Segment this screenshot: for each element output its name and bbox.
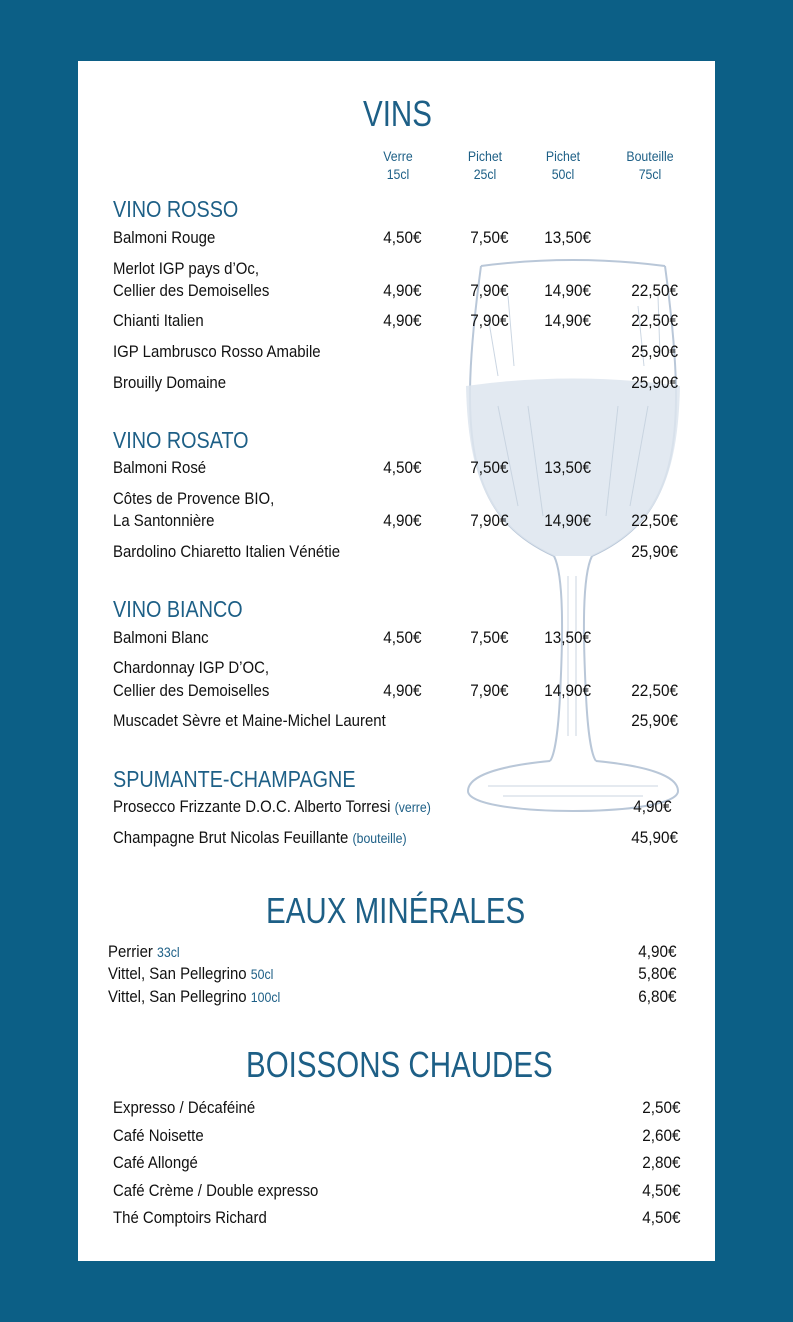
price-verre: 4,90€ [383,281,422,300]
sparkling-item [113,828,407,848]
wine-name: Balmoni Blanc [113,628,209,647]
wine-name: Muscadet Sèvre et Maine-Michel Laurent [113,711,386,730]
wine-name: Chardonnay IGP D’OC, [113,658,270,677]
column-header-line2: 15cl [386,166,410,182]
price-bouteille: 22,50€ [631,681,678,700]
column-header-pichet-25 [459,147,512,183]
price-bouteille: 25,90€ [631,542,678,561]
hot-drink-price: 2,60€ [642,1126,681,1145]
price-pichet-25: 7,50€ [470,628,509,647]
section-title-eaux: EAUX MINÉRALES [266,890,526,931]
hot-drink-name: Expresso / Décaféiné [113,1098,256,1117]
price-pichet-50: 13,50€ [544,228,591,247]
wine-name: Chianti Italien [113,311,204,330]
wine-name: Balmoni Rosé [113,458,207,477]
water-item [108,964,273,984]
wine-name: Bardolino Chiaretto Italien Vénétie [113,542,341,561]
price-verre: 4,90€ [383,681,422,700]
price-bouteille: 25,90€ [631,342,678,361]
column-header-line2: 75cl [638,166,662,182]
sparkling-price: 45,90€ [631,828,678,847]
water-item [108,942,180,962]
menu-card [78,61,715,1261]
price-bouteille: 25,90€ [631,373,678,392]
hot-drink-price: 2,50€ [642,1098,681,1117]
wine-name: Brouilly Domaine [113,373,227,392]
section-spumante-champagne: SPUMANTE-CHAMPAGNE [113,766,356,792]
price-verre: 4,90€ [383,311,422,330]
water-volume: 100cl [250,989,281,1005]
hot-drink-name: Café Noisette [113,1126,204,1145]
column-header-pichet-50 [537,147,590,183]
column-header-verre [372,147,425,183]
sparkling-price: 4,90€ [633,797,672,816]
water-name: Vittel, San Pellegrino [108,964,247,983]
price-pichet-25: 7,50€ [470,458,509,477]
hot-drink-price: 4,50€ [642,1208,681,1227]
column-header-line1: Pichet [467,148,503,164]
wine-name: IGP Lambrusco Rosso Amabile [113,342,321,361]
section-title-vins: VINS [363,93,432,134]
hot-drink-price: 4,50€ [642,1181,681,1200]
water-volume: 50cl [250,966,274,982]
column-header-line1: Verre [383,148,413,164]
section-vino-rosso: VINO ROSSO [113,196,239,222]
price-pichet-50: 14,90€ [544,511,591,530]
price-pichet-50: 13,50€ [544,458,591,477]
wine-name-line2: Cellier des Demoiselles [113,681,270,700]
price-pichet-50: 14,90€ [544,281,591,300]
wine-name: Côtes de Provence BIO, [113,489,275,508]
price-verre: 4,50€ [383,228,422,247]
water-price: 6,80€ [638,987,677,1006]
section-vino-rosato: VINO ROSATO [113,427,249,453]
sparkling-name: Prosecco Frizzante D.O.C. Alberto Torresi [113,797,391,816]
column-header-bouteille [624,147,677,183]
price-pichet-50: 14,90€ [544,681,591,700]
water-volume: 33cl [157,944,180,960]
price-pichet-25: 7,90€ [470,281,509,300]
price-bouteille: 25,90€ [631,711,678,730]
price-verre: 4,90€ [383,511,422,530]
column-header-line2: 50cl [551,166,575,182]
price-pichet-50: 14,90€ [544,311,591,330]
price-pichet-25: 7,90€ [470,681,509,700]
price-bouteille: 22,50€ [631,281,678,300]
wine-name: Merlot IGP pays d’Oc, [113,259,260,278]
hot-drink-name: Café Allongé [113,1153,198,1172]
sparkling-name: Champagne Brut Nicolas Feuillante [113,828,349,847]
hot-drink-price: 2,80€ [642,1153,681,1172]
wine-name-line2: La Santonnière [113,511,215,530]
sparkling-note: (bouteille) [352,830,407,846]
hot-drink-name: Thé Comptoirs Richard [113,1208,267,1227]
sparkling-note: (verre) [394,799,431,815]
price-bouteille: 22,50€ [631,311,678,330]
wine-name: Balmoni Rouge [113,228,216,247]
water-price: 4,90€ [638,942,677,961]
price-bouteille: 22,50€ [631,511,678,530]
water-name: Perrier [108,942,153,961]
water-item [108,987,280,1007]
wine-name-line2: Cellier des Demoiselles [113,281,270,300]
water-price: 5,80€ [638,964,677,983]
section-vino-bianco: VINO BIANCO [113,596,243,622]
column-header-line1: Pichet [545,148,581,164]
price-verre: 4,50€ [383,458,422,477]
price-pichet-25: 7,50€ [470,228,509,247]
price-pichet-25: 7,90€ [470,311,509,330]
column-header-line2: 25cl [473,166,497,182]
water-name: Vittel, San Pellegrino [108,987,247,1006]
section-title-boissons: BOISSONS CHAUDES [246,1044,553,1085]
wine-glass-illustration [458,256,688,816]
hot-drink-name: Café Crème / Double expresso [113,1181,319,1200]
price-verre: 4,50€ [383,628,422,647]
price-pichet-50: 13,50€ [544,628,591,647]
sparkling-item [113,797,431,817]
price-pichet-25: 7,90€ [470,511,509,530]
column-header-line1: Bouteille [626,148,674,164]
